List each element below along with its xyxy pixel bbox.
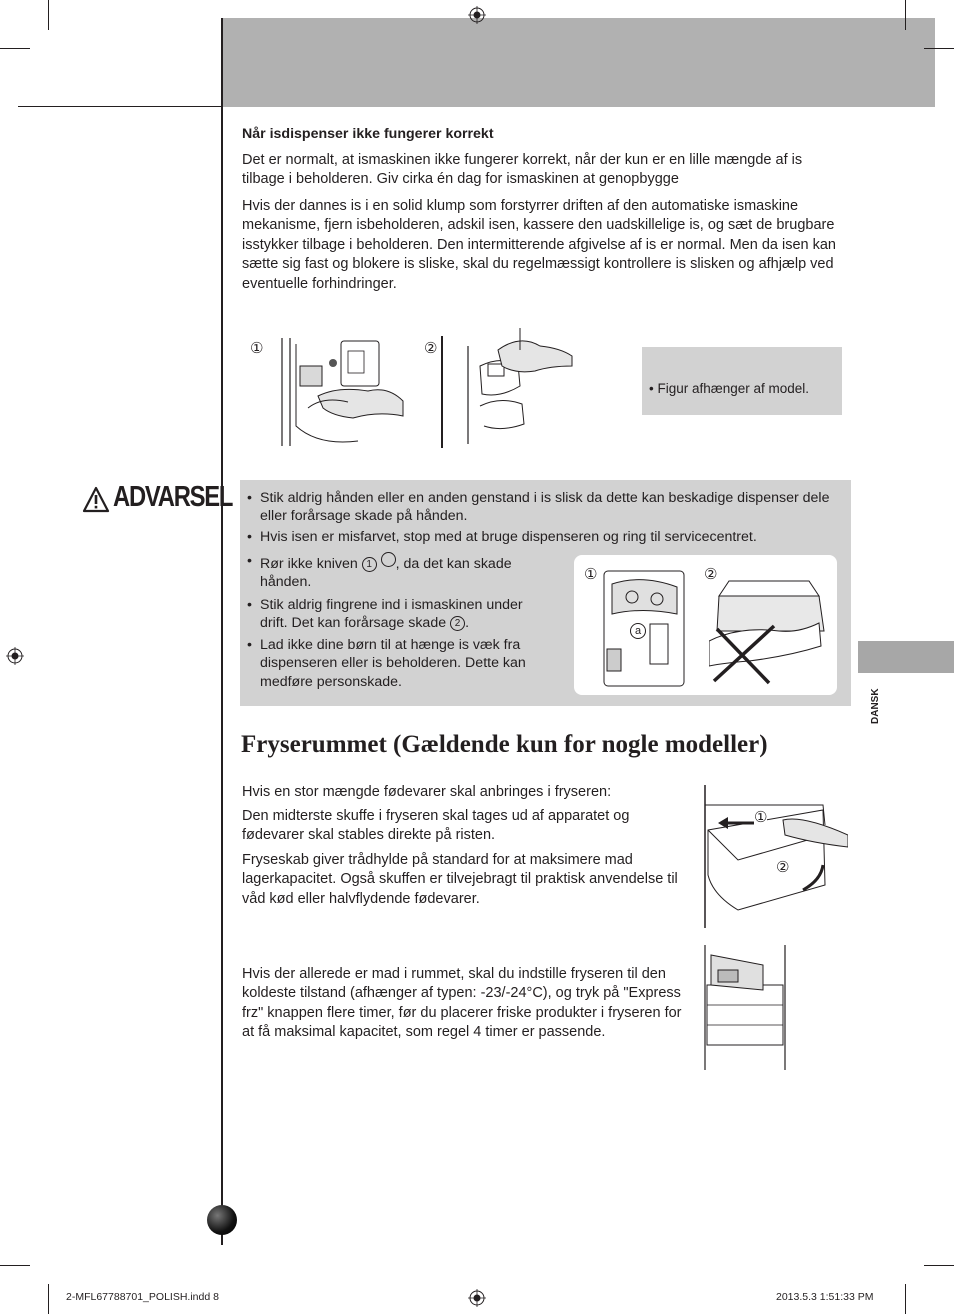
- warning-bullets-bottom: [242, 552, 552, 691]
- crop-mark: [0, 1265, 30, 1266]
- paragraph-freezer-express: Hvis der allerede er mad i rummet, skal du indstille fryseren til den koldeste tilstand (afhænger af typen: -23/-24°C), og tryk på "Express frz" knappen flere timer, før du placerer friske produkter i fryseren for at få maksimal kapacitet, som regel 4 timer er passende.: [242, 966, 682, 1041]
- crop-mark: [48, 1284, 49, 1314]
- warning-bullets-top: [242, 489, 842, 546]
- ice-chute-illustration: [440, 326, 580, 450]
- circled-number: 1: [362, 557, 377, 572]
- figure-label-1: ①: [250, 340, 264, 357]
- paragraph-ice-clump: Hvis der dannes is i en solid klump som forstyrrer driften af den automatiske ismaskine mekanisme, fjern isbeholderen, adskil isen, kassere den uadskillelige is, og sæt de brugbare isstykker tilbage i beholderen. Den intermitterende afgivelse af is er normal. Men da isen kan sætte sig fast og blokere is sliske, skal du regelmæssigt kontrollere is slisken og afhjælp ved eventuelle forhindringer.: [242, 198, 836, 292]
- figure-note-text: • Figur afhænger af model.: [649, 381, 810, 396]
- page-horizontal-rule: [18, 106, 222, 107]
- crop-mark: [48, 0, 49, 30]
- crop-mark: [924, 48, 954, 49]
- warning-img-label-1: ①: [584, 566, 598, 583]
- crop-mark: [0, 48, 30, 49]
- section-subheading: Når isdispenser ikke fungerer korrekt: [242, 126, 494, 142]
- crop-mark: [905, 1284, 906, 1314]
- ice-bin-illustration: [278, 336, 408, 448]
- freezer-drawer-illustration: [703, 785, 848, 928]
- registration-mark-icon: [468, 6, 486, 24]
- figure-note-box: [642, 347, 842, 415]
- warning-bullet: • Lad ikke dine børn til at hænge is væk fra dispenseren eller is beholderen. Dette kan medføre personskade.: [242, 636, 552, 691]
- warning-title: ADVARSEL: [113, 481, 233, 513]
- crop-mark: [924, 1265, 954, 1266]
- figure-label-2: ②: [424, 340, 438, 357]
- crop-mark: [905, 0, 906, 30]
- circled-number: 2: [450, 616, 465, 631]
- ice-maker-hand-crossed-illustration: [709, 571, 831, 689]
- paragraph-freezer-intro: Hvis en stor mængde fødevarer skal anbringes i fryseren:: [242, 784, 612, 800]
- registration-mark-icon: [6, 647, 24, 665]
- warning-triangle-icon: [82, 486, 110, 514]
- registration-mark-icon: [468, 1289, 486, 1307]
- circled-blank: [381, 552, 396, 567]
- circled-letter-a: a: [630, 623, 646, 639]
- paragraph-ice-normal: Det er normalt, at ismaskinen ikke fungerer korrekt, når der kun er en lille mængde af is tilbage i beholderen. Giv cirka én dag for ismaskinen at genopbygge: [242, 152, 803, 188]
- warning-bullet-knife: • Rør ikke kniven 1 , da det kan skade hånden.: [242, 552, 552, 592]
- warning-img-label-2: ②: [704, 566, 718, 583]
- header-band: [222, 18, 935, 107]
- language-tab: [858, 641, 954, 673]
- footer-timestamp: 2013.5.3 1:51:33 PM: [776, 1291, 874, 1303]
- freezer-food-illustration: [703, 945, 789, 1070]
- language-tab-label: DANSK: [870, 688, 881, 724]
- paragraph-freezer-shelf: Fryseskab giver trådhylde på standard for at maksimere mad lagerkapacitet. Også skuffen er tilvejebragt til praktisk anvendelse til våd kød eller halvflydende fødevarer.: [242, 852, 678, 907]
- paragraph-freezer-drawer: Den midterste skuffe i fryseren skal tages ud af apparatet og fødevarer skal stables direkte på risten.: [242, 808, 630, 844]
- warning-bullet-fingers: • Stik aldrig fingrene ind i ismaskinen under drift. Det kan forårsage skade 2 .: [242, 596, 552, 633]
- footer-filename: 2-MFL67788701_POLISH.indd 8: [66, 1291, 219, 1303]
- warning-bullet: • Hvis isen er misfarvet, stop med at bruge dispenseren og ring til servicecentret.: [242, 528, 842, 546]
- section-title-freezer: Fryserummet (Gældende kun for nogle modeller): [241, 731, 768, 758]
- warning-illustration-panel: [574, 555, 837, 695]
- freezer-fig-label-2: ②: [776, 859, 790, 876]
- freezer-fig-label-1: ①: [754, 809, 768, 826]
- page-vertical-rule: [221, 18, 223, 1245]
- page-number-marker: [207, 1205, 237, 1235]
- warning-bullet: • Stik aldrig hånden eller en anden genstand i is slisk da dette kan beskadige dispenser dele eller forårsage skade på hånden.: [242, 489, 842, 526]
